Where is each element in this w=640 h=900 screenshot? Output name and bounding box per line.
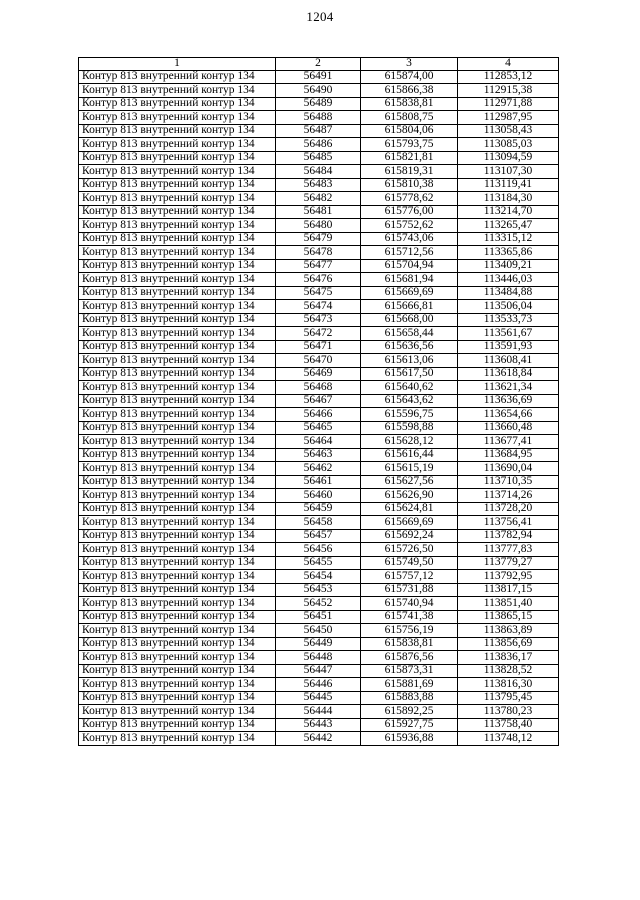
y-coordinate-cell: 113265,47 xyxy=(458,219,559,233)
y-coordinate-cell: 113690,04 xyxy=(458,462,559,476)
y-coordinate-cell: 113779,27 xyxy=(458,556,559,570)
header-col-1: 1 xyxy=(79,58,276,71)
table-row xyxy=(79,219,559,233)
coordinates-table xyxy=(78,57,559,746)
contour-name-cell: Контур 813 внутренний контур 134 xyxy=(79,246,276,260)
x-coordinate-cell: 615881,69 xyxy=(361,678,458,692)
table-row xyxy=(79,529,559,543)
y-coordinate-cell: 113856,69 xyxy=(458,637,559,651)
y-coordinate-cell: 113094,59 xyxy=(458,151,559,165)
point-number-cell: 56470 xyxy=(276,354,361,368)
point-number-cell: 56467 xyxy=(276,394,361,408)
contour-name-cell: Контур 813 внутренний контур 134 xyxy=(79,556,276,570)
y-coordinate-cell: 113792,95 xyxy=(458,570,559,584)
table-row xyxy=(79,610,559,624)
contour-name-cell: Контур 813 внутренний контур 134 xyxy=(79,381,276,395)
y-coordinate-cell: 113714,26 xyxy=(458,489,559,503)
point-number-cell: 56490 xyxy=(276,84,361,98)
contour-name-cell: Контур 813 внутренний контур 134 xyxy=(79,718,276,732)
x-coordinate-cell: 615640,62 xyxy=(361,381,458,395)
point-number-cell: 56450 xyxy=(276,624,361,638)
contour-name-cell: Контур 813 внутренний контур 134 xyxy=(79,313,276,327)
contour-name-cell: Контур 813 внутренний контур 134 xyxy=(79,448,276,462)
x-coordinate-cell: 615838,81 xyxy=(361,637,458,651)
y-coordinate-cell: 113817,15 xyxy=(458,583,559,597)
y-coordinate-cell: 113618,84 xyxy=(458,367,559,381)
table-row xyxy=(79,97,559,111)
y-coordinate-cell: 113591,93 xyxy=(458,340,559,354)
table-row xyxy=(79,246,559,260)
table-row xyxy=(79,340,559,354)
point-number-cell: 56466 xyxy=(276,408,361,422)
contour-name-cell: Контур 813 внутренний контур 134 xyxy=(79,354,276,368)
x-coordinate-cell: 615731,88 xyxy=(361,583,458,597)
x-coordinate-cell: 615793,75 xyxy=(361,138,458,152)
table-row xyxy=(79,192,559,206)
y-coordinate-cell: 113636,69 xyxy=(458,394,559,408)
y-coordinate-cell: 113119,41 xyxy=(458,178,559,192)
x-coordinate-cell: 615596,75 xyxy=(361,408,458,422)
y-coordinate-cell: 113756,41 xyxy=(458,516,559,530)
x-coordinate-cell: 615778,62 xyxy=(361,192,458,206)
table-row xyxy=(79,570,559,584)
x-coordinate-cell: 615743,06 xyxy=(361,232,458,246)
x-coordinate-cell: 615628,12 xyxy=(361,435,458,449)
table-row xyxy=(79,732,559,746)
point-number-cell: 56473 xyxy=(276,313,361,327)
y-coordinate-cell: 113365,86 xyxy=(458,246,559,260)
x-coordinate-cell: 615892,25 xyxy=(361,705,458,719)
x-coordinate-cell: 615668,00 xyxy=(361,313,458,327)
point-number-cell: 56487 xyxy=(276,124,361,138)
y-coordinate-cell: 113851,40 xyxy=(458,597,559,611)
table-row xyxy=(79,597,559,611)
point-number-cell: 56488 xyxy=(276,111,361,125)
x-coordinate-cell: 615757,12 xyxy=(361,570,458,584)
contour-name-cell: Контур 813 внутренний контур 134 xyxy=(79,732,276,746)
point-number-cell: 56448 xyxy=(276,651,361,665)
point-number-cell: 56453 xyxy=(276,583,361,597)
y-coordinate-cell: 113782,94 xyxy=(458,529,559,543)
point-number-cell: 56443 xyxy=(276,718,361,732)
point-number-cell: 56481 xyxy=(276,205,361,219)
point-number-cell: 56463 xyxy=(276,448,361,462)
page-number: 1204 xyxy=(306,9,334,24)
contour-name-cell: Контур 813 внутренний контур 134 xyxy=(79,408,276,422)
table-row xyxy=(79,664,559,678)
table-row xyxy=(79,165,559,179)
contour-name-cell: Контур 813 внутренний контур 134 xyxy=(79,394,276,408)
table-row xyxy=(79,232,559,246)
point-number-cell: 56445 xyxy=(276,691,361,705)
x-coordinate-cell: 615821,81 xyxy=(361,151,458,165)
contour-name-cell: Контур 813 внутренний контур 134 xyxy=(79,327,276,341)
point-number-cell: 56455 xyxy=(276,556,361,570)
contour-name-cell: Контур 813 внутренний контур 134 xyxy=(79,637,276,651)
y-coordinate-cell: 113085,03 xyxy=(458,138,559,152)
point-number-cell: 56480 xyxy=(276,219,361,233)
table-row xyxy=(79,111,559,125)
x-coordinate-cell: 615643,62 xyxy=(361,394,458,408)
point-number-cell: 56458 xyxy=(276,516,361,530)
contour-name-cell: Контур 813 внутренний контур 134 xyxy=(79,124,276,138)
point-number-cell: 56483 xyxy=(276,178,361,192)
contour-name-cell: Контур 813 внутренний контур 134 xyxy=(79,529,276,543)
x-coordinate-cell: 615927,75 xyxy=(361,718,458,732)
table-row xyxy=(79,475,559,489)
contour-name-cell: Контур 813 внутренний контур 134 xyxy=(79,138,276,152)
table-row xyxy=(79,394,559,408)
contour-name-cell: Контур 813 внутренний контур 134 xyxy=(79,151,276,165)
table-row xyxy=(79,691,559,705)
contour-name-cell: Контур 813 внутренний контур 134 xyxy=(79,300,276,314)
x-coordinate-cell: 615804,06 xyxy=(361,124,458,138)
point-number-cell: 56469 xyxy=(276,367,361,381)
contour-name-cell: Контур 813 внутренний контур 134 xyxy=(79,462,276,476)
contour-name-cell: Контур 813 внутренний контур 134 xyxy=(79,570,276,584)
x-coordinate-cell: 615752,62 xyxy=(361,219,458,233)
y-coordinate-cell: 113780,23 xyxy=(458,705,559,719)
point-number-cell: 56477 xyxy=(276,259,361,273)
contour-name-cell: Контур 813 внутренний контур 134 xyxy=(79,651,276,665)
table-row xyxy=(79,205,559,219)
x-coordinate-cell: 615617,50 xyxy=(361,367,458,381)
point-number-cell: 56471 xyxy=(276,340,361,354)
x-coordinate-cell: 615626,90 xyxy=(361,489,458,503)
y-coordinate-cell: 113710,35 xyxy=(458,475,559,489)
point-number-cell: 56461 xyxy=(276,475,361,489)
x-coordinate-cell: 615776,00 xyxy=(361,205,458,219)
y-coordinate-cell: 112915,38 xyxy=(458,84,559,98)
header-col-2: 2 xyxy=(276,58,361,71)
table-row xyxy=(79,502,559,516)
x-coordinate-cell: 615627,56 xyxy=(361,475,458,489)
x-coordinate-cell: 615873,31 xyxy=(361,664,458,678)
point-number-cell: 56484 xyxy=(276,165,361,179)
x-coordinate-cell: 615658,44 xyxy=(361,327,458,341)
x-coordinate-cell: 615726,50 xyxy=(361,543,458,557)
point-number-cell: 56486 xyxy=(276,138,361,152)
y-coordinate-cell: 113863,89 xyxy=(458,624,559,638)
table-row xyxy=(79,678,559,692)
table-row xyxy=(79,556,559,570)
y-coordinate-cell: 113777,83 xyxy=(458,543,559,557)
table-row xyxy=(79,543,559,557)
header-col-4: 4 xyxy=(458,58,559,71)
contour-name-cell: Контур 813 внутренний контур 134 xyxy=(79,219,276,233)
y-coordinate-cell: 113758,40 xyxy=(458,718,559,732)
table-row xyxy=(79,421,559,435)
y-coordinate-cell: 113214,70 xyxy=(458,205,559,219)
table-row xyxy=(79,138,559,152)
x-coordinate-cell: 615624,81 xyxy=(361,502,458,516)
x-coordinate-cell: 615838,81 xyxy=(361,97,458,111)
y-coordinate-cell: 113608,41 xyxy=(458,354,559,368)
contour-name-cell: Контур 813 внутренний контур 134 xyxy=(79,475,276,489)
contour-name-cell: Контур 813 внутренний контур 134 xyxy=(79,205,276,219)
contour-name-cell: Контур 813 внутренний контур 134 xyxy=(79,111,276,125)
point-number-cell: 56479 xyxy=(276,232,361,246)
point-number-cell: 56491 xyxy=(276,70,361,84)
contour-name-cell: Контур 813 внутренний контур 134 xyxy=(79,583,276,597)
x-coordinate-cell: 615666,81 xyxy=(361,300,458,314)
y-coordinate-cell: 113107,30 xyxy=(458,165,559,179)
point-number-cell: 56456 xyxy=(276,543,361,557)
x-coordinate-cell: 615741,38 xyxy=(361,610,458,624)
point-number-cell: 56446 xyxy=(276,678,361,692)
y-coordinate-cell: 113446,03 xyxy=(458,273,559,287)
table-row xyxy=(79,448,559,462)
point-number-cell: 56462 xyxy=(276,462,361,476)
y-coordinate-cell: 112971,88 xyxy=(458,97,559,111)
table-row xyxy=(79,408,559,422)
contour-name-cell: Контур 813 внутренний контур 134 xyxy=(79,178,276,192)
x-coordinate-cell: 615883,88 xyxy=(361,691,458,705)
point-number-cell: 56472 xyxy=(276,327,361,341)
table-row xyxy=(79,327,559,341)
y-coordinate-cell: 113660,48 xyxy=(458,421,559,435)
table-row xyxy=(79,583,559,597)
contour-name-cell: Контур 813 внутренний контур 134 xyxy=(79,489,276,503)
table-row xyxy=(79,651,559,665)
x-coordinate-cell: 615669,69 xyxy=(361,516,458,530)
point-number-cell: 56464 xyxy=(276,435,361,449)
point-number-cell: 56468 xyxy=(276,381,361,395)
table-row xyxy=(79,624,559,638)
point-number-cell: 56449 xyxy=(276,637,361,651)
table-row xyxy=(79,489,559,503)
y-coordinate-cell: 113484,88 xyxy=(458,286,559,300)
table-row xyxy=(79,300,559,314)
table-row xyxy=(79,435,559,449)
point-number-cell: 56465 xyxy=(276,421,361,435)
x-coordinate-cell: 615692,24 xyxy=(361,529,458,543)
table-row xyxy=(79,637,559,651)
table-header xyxy=(79,58,559,71)
y-coordinate-cell: 113621,34 xyxy=(458,381,559,395)
y-coordinate-cell: 113058,43 xyxy=(458,124,559,138)
table-body xyxy=(79,70,559,745)
x-coordinate-cell: 615874,00 xyxy=(361,70,458,84)
x-coordinate-cell: 615712,56 xyxy=(361,246,458,260)
x-coordinate-cell: 615615,19 xyxy=(361,462,458,476)
y-coordinate-cell: 113533,73 xyxy=(458,313,559,327)
point-number-cell: 56460 xyxy=(276,489,361,503)
x-coordinate-cell: 615613,06 xyxy=(361,354,458,368)
table-row xyxy=(79,462,559,476)
table-row xyxy=(79,381,559,395)
y-coordinate-cell: 113184,30 xyxy=(458,192,559,206)
y-coordinate-cell: 113828,52 xyxy=(458,664,559,678)
contour-name-cell: Контур 813 внутренний контур 134 xyxy=(79,597,276,611)
point-number-cell: 56485 xyxy=(276,151,361,165)
contour-name-cell: Контур 813 внутренний контур 134 xyxy=(79,705,276,719)
point-number-cell: 56457 xyxy=(276,529,361,543)
header-row xyxy=(79,58,559,71)
y-coordinate-cell: 113728,20 xyxy=(458,502,559,516)
contour-name-cell: Контур 813 внутренний контур 134 xyxy=(79,84,276,98)
x-coordinate-cell: 615866,38 xyxy=(361,84,458,98)
contour-name-cell: Контур 813 внутренний контур 134 xyxy=(79,435,276,449)
table-row xyxy=(79,70,559,84)
contour-name-cell: Контур 813 внутренний контур 134 xyxy=(79,502,276,516)
y-coordinate-cell: 113409,21 xyxy=(458,259,559,273)
table-row xyxy=(79,367,559,381)
contour-name-cell: Контур 813 внутренний контур 134 xyxy=(79,367,276,381)
point-number-cell: 56475 xyxy=(276,286,361,300)
point-number-cell: 56489 xyxy=(276,97,361,111)
x-coordinate-cell: 615616,44 xyxy=(361,448,458,462)
contour-name-cell: Контур 813 внутренний контур 134 xyxy=(79,97,276,111)
point-number-cell: 56454 xyxy=(276,570,361,584)
contour-name-cell: Контур 813 внутренний контур 134 xyxy=(79,192,276,206)
x-coordinate-cell: 615808,75 xyxy=(361,111,458,125)
point-number-cell: 56447 xyxy=(276,664,361,678)
contour-name-cell: Контур 813 внутренний контур 134 xyxy=(79,691,276,705)
table-row xyxy=(79,151,559,165)
point-number-cell: 56459 xyxy=(276,502,361,516)
x-coordinate-cell: 615598,88 xyxy=(361,421,458,435)
point-number-cell: 56442 xyxy=(276,732,361,746)
y-coordinate-cell: 113506,04 xyxy=(458,300,559,314)
table-row xyxy=(79,705,559,719)
y-coordinate-cell: 113795,45 xyxy=(458,691,559,705)
contour-name-cell: Контур 813 внутренний контур 134 xyxy=(79,664,276,678)
y-coordinate-cell: 112987,95 xyxy=(458,111,559,125)
contour-name-cell: Контур 813 внутренний контур 134 xyxy=(79,421,276,435)
y-coordinate-cell: 113836,17 xyxy=(458,651,559,665)
contour-name-cell: Контур 813 внутренний контур 134 xyxy=(79,624,276,638)
y-coordinate-cell: 113816,30 xyxy=(458,678,559,692)
contour-name-cell: Контур 813 внутренний контур 134 xyxy=(79,232,276,246)
table-row xyxy=(79,124,559,138)
x-coordinate-cell: 615704,94 xyxy=(361,259,458,273)
table-row xyxy=(79,259,559,273)
table-row xyxy=(79,718,559,732)
contour-name-cell: Контур 813 внутренний контур 134 xyxy=(79,286,276,300)
table-row xyxy=(79,354,559,368)
contour-name-cell: Контур 813 внутренний контур 134 xyxy=(79,165,276,179)
x-coordinate-cell: 615819,31 xyxy=(361,165,458,179)
contour-name-cell: Контур 813 внутренний контур 134 xyxy=(79,516,276,530)
point-number-cell: 56452 xyxy=(276,597,361,611)
point-number-cell: 56478 xyxy=(276,246,361,260)
y-coordinate-cell: 113654,66 xyxy=(458,408,559,422)
x-coordinate-cell: 615669,69 xyxy=(361,286,458,300)
contour-name-cell: Контур 813 внутренний контур 134 xyxy=(79,678,276,692)
header-col-3: 3 xyxy=(361,58,458,71)
table-row xyxy=(79,178,559,192)
table-row xyxy=(79,286,559,300)
table-row xyxy=(79,273,559,287)
y-coordinate-cell: 113865,15 xyxy=(458,610,559,624)
x-coordinate-cell: 615636,56 xyxy=(361,340,458,354)
x-coordinate-cell: 615936,88 xyxy=(361,732,458,746)
table-row xyxy=(79,84,559,98)
x-coordinate-cell: 615756,19 xyxy=(361,624,458,638)
y-coordinate-cell: 113748,12 xyxy=(458,732,559,746)
contour-name-cell: Контур 813 внутренний контур 134 xyxy=(79,340,276,354)
point-number-cell: 56451 xyxy=(276,610,361,624)
x-coordinate-cell: 615740,94 xyxy=(361,597,458,611)
contour-name-cell: Контур 813 внутренний контур 134 xyxy=(79,543,276,557)
point-number-cell: 56482 xyxy=(276,192,361,206)
table-row xyxy=(79,516,559,530)
point-number-cell: 56474 xyxy=(276,300,361,314)
x-coordinate-cell: 615749,50 xyxy=(361,556,458,570)
point-number-cell: 56476 xyxy=(276,273,361,287)
contour-name-cell: Контур 813 внутренний контур 134 xyxy=(79,273,276,287)
x-coordinate-cell: 615876,56 xyxy=(361,651,458,665)
table-row xyxy=(79,313,559,327)
y-coordinate-cell: 113561,67 xyxy=(458,327,559,341)
y-coordinate-cell: 113677,41 xyxy=(458,435,559,449)
contour-name-cell: Контур 813 внутренний контур 134 xyxy=(79,70,276,84)
x-coordinate-cell: 615810,38 xyxy=(361,178,458,192)
x-coordinate-cell: 615681,94 xyxy=(361,273,458,287)
y-coordinate-cell: 112853,12 xyxy=(458,70,559,84)
y-coordinate-cell: 113315,12 xyxy=(458,232,559,246)
contour-name-cell: Контур 813 внутренний контур 134 xyxy=(79,259,276,273)
contour-name-cell: Контур 813 внутренний контур 134 xyxy=(79,610,276,624)
point-number-cell: 56444 xyxy=(276,705,361,719)
y-coordinate-cell: 113684,95 xyxy=(458,448,559,462)
